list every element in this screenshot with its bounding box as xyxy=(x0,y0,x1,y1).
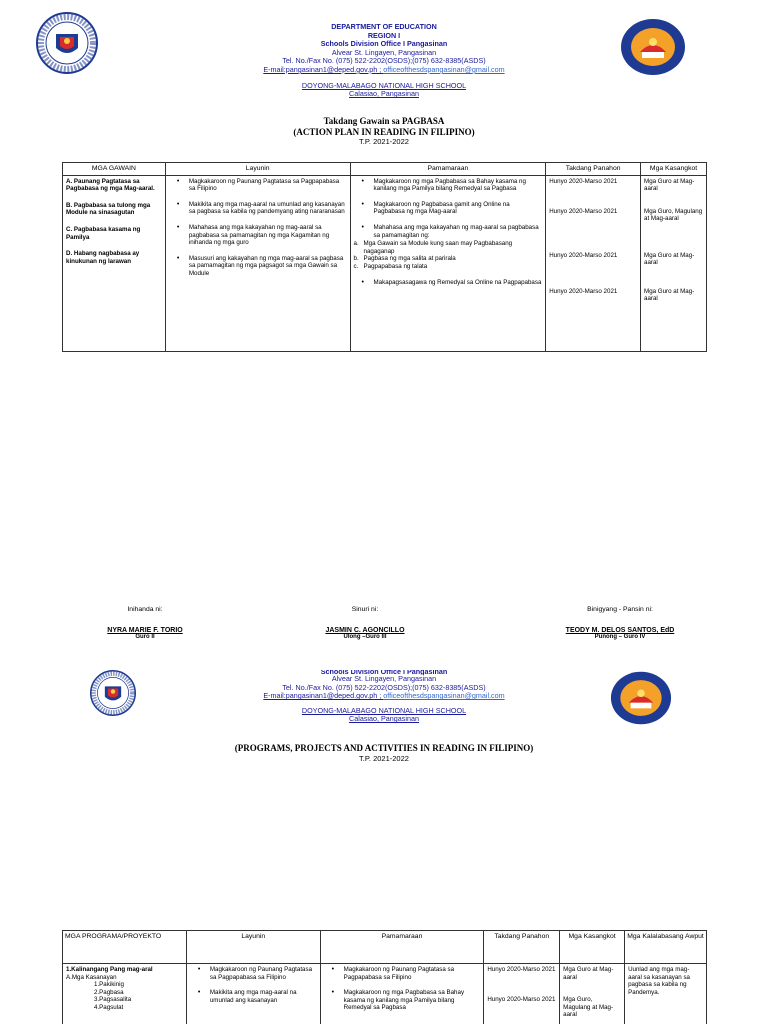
panahon-item: Hunyo 2020-Marso 2021 xyxy=(549,207,618,215)
col-header-panahon: Takdang Panahon xyxy=(546,163,641,176)
programa-item: 3.Pagsasalita xyxy=(94,996,132,1004)
school-name: DOYONG-MALABAGO NATIONAL HIGH SCHOOL xyxy=(301,80,467,90)
col-header-pamamaraan: Pamamaraan xyxy=(350,163,546,176)
letterhead-1 xyxy=(0,23,768,99)
kasangkot-cell xyxy=(560,964,625,1024)
gawain-item: B. Pagbabasa sa tulong mga Module na sinasagutan xyxy=(66,201,151,217)
panahon-item: Hunyo 2020-Marso 2021 xyxy=(487,996,556,1003)
table-header-row xyxy=(63,931,707,964)
signature-noted xyxy=(540,606,700,640)
title-line-1: Takdang Gawain sa PAGBASA xyxy=(323,116,445,126)
col-header-layunin: Layunin xyxy=(186,931,320,964)
title-line-1: (PROGRAMS, PROJECTS AND ACTIVITIES IN READING IN FILIPINO) xyxy=(234,743,534,753)
awput-cell xyxy=(625,964,707,1024)
school-town: Calasiao, Pangasinan xyxy=(349,714,419,724)
kasangkot-item: Mga Guro, Magulang at Mag-aaral xyxy=(563,996,614,1019)
kasangkot-item: Mga Guro, Magulang at Mag-aaral xyxy=(644,207,703,223)
pamamaraan-subitem: a. Mga Gawain sa Module kung saan may Pagbabasang nagaganap xyxy=(353,240,513,255)
awput-item: Uunlad ang mga mag-aaral sa kasanayan sa pagbasa sa kabila ng Pandemya. xyxy=(628,966,690,996)
gawain-item: A. Paunang Pagtatasa sa Pagbabasa ng mga Mag-aaral. xyxy=(66,177,155,193)
division-address: Alvear St. Lingayen, Pangasinan xyxy=(331,674,437,683)
email-primary[interactable]: E-mail:pangasinan1@deped.gov.ph ; xyxy=(263,691,384,701)
document-title-2 xyxy=(0,743,768,764)
pamamaraan-cell xyxy=(350,175,546,351)
email-secondary-link[interactable]: officeofthesdspangasinan@gmail.com xyxy=(383,691,505,701)
email-secondary-link[interactable]: officeofthesdspangasinan@gmail.com xyxy=(383,64,505,74)
signature-checked xyxy=(300,606,430,640)
document-title-1 xyxy=(0,116,768,148)
layunin-item: • Masusuri ang kakayahan ng mga mag-aaral sa pagbasa sa pamamagitan ng mga pagsagot sa mga Gawain sa Module xyxy=(169,255,347,278)
pamamaraan-item: • Magkakaroon ng mga Pagbabasa sa Bahay kasama ng kanilang mga Pamilya bilang Remedyal sa Pagbasa xyxy=(354,178,543,193)
action-plan-table xyxy=(62,162,707,352)
ppa-table xyxy=(62,930,707,1024)
pamamaraan-item: • Makapagsasagawa ng Remedyal sa Online na Pagpapabasa xyxy=(354,279,543,287)
kasangkot-item: Mga Guro at Mag-aaral xyxy=(644,287,695,303)
email-line xyxy=(0,692,768,701)
signature-name: TEODY M. DELOS SANTOS, EdD xyxy=(565,627,675,634)
division-tel: Tel. No./Fax No. (075) 522-2202(OSDS);(075) 632-8385(ASDS) xyxy=(282,682,486,692)
pamamaraan-cell xyxy=(320,964,484,1024)
signature-name: NYRA MARIE F. TORIO xyxy=(107,627,183,634)
pamamaraan-item: • Mahahasa ang mga kakayahan ng mag-aaral sa pagbabasa sa pamamagitan ng: xyxy=(354,224,543,239)
school-name: DOYONG-MALABAGO NATIONAL HIGH SCHOOL xyxy=(301,705,467,715)
pamamaraan-item: • Magkakaroon ng Pagbabasa gamit ang Online na Pagbabasa ng mga Mag-aaral xyxy=(354,201,543,216)
table-header-row xyxy=(63,163,707,176)
pamamaraan-item: • Magkakaroon ng Paunang Pagtatasa sa Pagpapabasa sa Filipino xyxy=(324,966,481,981)
division-name: Schools Division Office I Pangasinan xyxy=(320,670,448,675)
pamamaraan-subitem: b. Pagbasa ng mga salita at parirala xyxy=(353,255,456,263)
gawain-cell xyxy=(63,175,166,351)
school-year-1: T.P. 2021-2022 xyxy=(359,137,409,146)
school-year-2: T.P. 2021-2022 xyxy=(359,753,409,763)
gawain-item: D. Habang nagbabasa ay kinukunan ng larawan xyxy=(66,250,140,265)
signature-label: Binigyang - Pansin ni: xyxy=(587,606,653,613)
layunin-item: • Magkakaroon ng Paunang Pagtatasa sa Pagpapabasa sa Filipino xyxy=(169,178,347,193)
layunin-cell xyxy=(186,964,320,1024)
layunin-item: • Mahahasa ang mga kakayahan ng mag-aaral sa pagbabasa sa pamamagitan ng mga Kagamitan ng inihanda ng mga guro xyxy=(169,224,347,247)
programa-item: 2.Pagbasa xyxy=(94,988,124,996)
email-line xyxy=(0,66,768,75)
title-line-2: (ACTION PLAN IN READING IN FILIPINO) xyxy=(293,126,475,137)
division-tel: Tel. No./Fax No. (075) 522-2202(OSDS);(075) 632-8385(ASDS) xyxy=(282,56,486,66)
signature-label: Sinuri ni: xyxy=(351,606,379,613)
programa-item: 1.Pakikinig xyxy=(94,981,124,989)
kasangkot-item: Mga Guro at Mag-aaral xyxy=(644,177,695,193)
layunin-item: • Makikita ang mga mag-aaral na umunlad ang kasanayan sa pagbasa sa kabila ng pandemyang ating nararanasan xyxy=(169,201,347,216)
panahon-item: Hunyo 2020-Marso 2021 xyxy=(549,177,618,185)
col-header-kasangkot: Mga Kasangkot xyxy=(560,931,625,964)
programa-item: 4.Pagsulat xyxy=(94,1003,124,1011)
email-primary[interactable]: E-mail:pangasinan1@deped.gov.ph ; xyxy=(263,64,384,74)
panahon-item: Hunyo 2020-Marso 2021 xyxy=(549,287,618,295)
col-header-gawain: MGA GAWAIN xyxy=(63,163,166,176)
programa-sub: A.Mga Kasanayan xyxy=(66,973,117,981)
panahon-item: Hunyo 2020-Marso 2021 xyxy=(549,251,618,259)
col-header-pamamaraan: Pamamaraan xyxy=(320,931,484,964)
signature-name: JASMIN C. AGONCILLO xyxy=(325,627,405,634)
col-header-programa: MGA PROGRAMA/PROYEKTO xyxy=(63,931,187,964)
table-row xyxy=(63,175,707,351)
panahon-cell xyxy=(484,964,560,1024)
signature-position: Punong – Guro IV xyxy=(594,634,646,640)
kasangkot-cell xyxy=(641,175,707,351)
panahon-cell xyxy=(546,175,641,351)
signature-label: Inihanda ni: xyxy=(127,606,163,613)
pamamaraan-item: • Magkakaroon ng mga Pagbabasa sa Bahay kasama ng kanilang mga Pamilya bilang Remedyal sa Pagbasa xyxy=(324,989,481,1012)
pamamaraan-subitem: c. Pagpapabasa ng talata xyxy=(353,262,428,270)
col-header-panahon: Takdang Panahon xyxy=(484,931,560,964)
col-header-kasangkot: Mga Kasangkot xyxy=(641,163,707,176)
col-header-awput: Mga Kalalabasang Awput xyxy=(625,931,707,964)
gawain-item: C. Pagbabasa kasama ng Pamilya xyxy=(66,225,141,241)
table-row xyxy=(63,964,707,1024)
layunin-item: • Makikita ang mga mag-aaral na umunlad ang kasanayan xyxy=(190,989,317,1004)
programa-cell xyxy=(63,964,187,1024)
signature-prepared xyxy=(80,606,210,640)
col-header-layunin: Layunin xyxy=(165,163,350,176)
layunin-cell xyxy=(165,175,350,351)
division-address: Alvear St. Lingayen, Pangasinan xyxy=(331,47,437,57)
kasangkot-item: Mga Guro at Mag-aaral xyxy=(644,251,695,267)
dept-name: DEPARTMENT OF EDUCATION xyxy=(331,22,437,31)
layunin-item: • Magkakaroon ng Paunang Pagtatasa sa Pagpapabasa sa Filipino xyxy=(190,966,317,981)
division-name: Schools Division Office I Pangasinan xyxy=(320,39,448,49)
letterhead-2 xyxy=(0,670,768,724)
signature-position: Guro II xyxy=(135,634,155,640)
kasangkot-item: Mga Guro at Mag-aaral xyxy=(563,966,614,981)
region-name: REGION I xyxy=(367,30,401,40)
school-town: Calasiao, Pangasinan xyxy=(349,89,419,99)
signature-position: Ulong –Guro III xyxy=(343,634,387,640)
panahon-item: Hunyo 2020-Marso 2021 xyxy=(487,966,556,973)
programa-title: 1.Kalinangang Pang mag-aral xyxy=(66,966,153,973)
